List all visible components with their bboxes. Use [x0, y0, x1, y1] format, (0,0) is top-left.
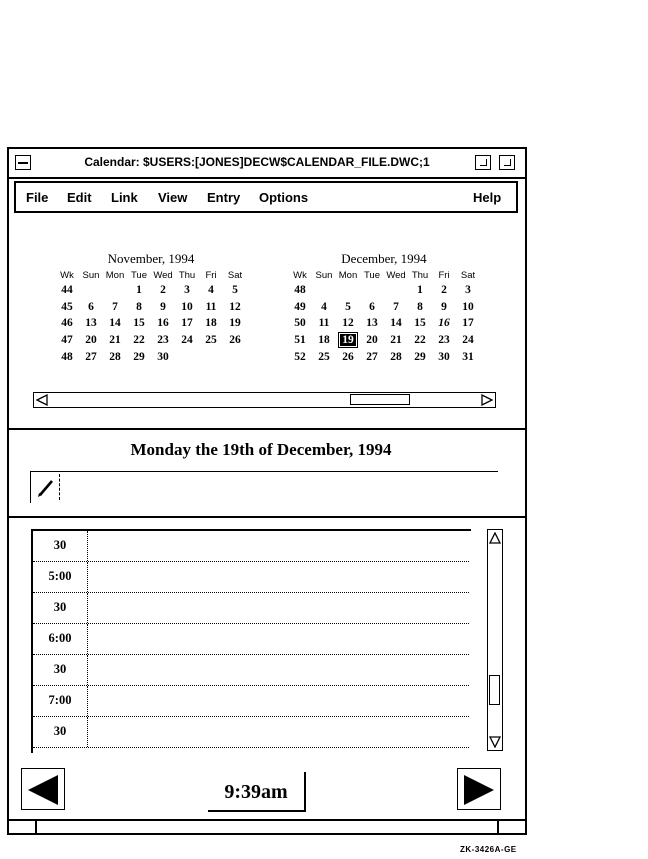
weekday-header: Tue [363, 269, 381, 281]
menu-entry[interactable]: Entry [207, 190, 241, 205]
slot-time: 30 [53, 600, 67, 614]
weekday-header: Mon [105, 269, 125, 281]
calendar-day[interactable]: 13 [85, 317, 97, 330]
day-schedule[interactable] [31, 529, 471, 753]
minimize-button[interactable] [475, 155, 491, 170]
selected-day-label: 19 [342, 334, 354, 347]
scroll-right-arrow-icon[interactable] [481, 394, 493, 406]
calendar-day[interactable]: 18 [205, 317, 217, 330]
time-slot[interactable] [33, 624, 469, 655]
calendar-day[interactable]: 8 [136, 300, 142, 313]
menu-view[interactable]: View [158, 190, 188, 205]
empty-cell [312, 282, 336, 299]
week-number: 46 [61, 317, 73, 330]
calendar-day[interactable]: 31 [462, 350, 474, 363]
calendar-day[interactable]: 16 [438, 317, 450, 330]
calendar-day[interactable]: 16 [157, 317, 169, 330]
window-menu-button[interactable] [15, 155, 31, 170]
slot-time: 30 [53, 662, 67, 676]
menu-bar [14, 181, 518, 213]
scroll-down-arrow-icon[interactable] [489, 736, 501, 748]
week-row [288, 348, 480, 365]
menu-help[interactable]: Help [473, 190, 502, 205]
window-bottom-border[interactable] [9, 819, 525, 833]
calendar-day[interactable]: 22 [414, 334, 426, 347]
empty-cell [199, 348, 223, 365]
next-day-button[interactable] [457, 768, 501, 810]
week-number: 49 [294, 300, 306, 313]
calendar-day[interactable]: 29 [414, 350, 426, 363]
slot-time: 30 [53, 538, 67, 552]
scroll-up-arrow-icon[interactable] [489, 532, 501, 544]
calendar-day[interactable]: 27 [366, 350, 378, 363]
empty-cell [223, 348, 247, 365]
calendar-day[interactable]: 25 [205, 334, 217, 347]
empty-cell [384, 282, 408, 299]
calendar-day[interactable]: 17 [181, 317, 193, 330]
month-november [55, 251, 255, 365]
calendar-day[interactable]: 6 [88, 300, 94, 313]
menu-edit[interactable]: Edit [67, 190, 92, 205]
time-slot[interactable] [33, 593, 469, 624]
time-slot[interactable] [33, 562, 469, 593]
calendar-day[interactable]: 22 [133, 334, 145, 347]
calendar-day[interactable]: 20 [366, 334, 378, 347]
calendar-day[interactable]: 7 [112, 300, 118, 313]
calendar-day[interactable]: 27 [85, 350, 97, 363]
slot-time: 6:00 [48, 631, 72, 645]
calendar-day-selected[interactable] [336, 332, 360, 349]
calendar-day[interactable]: 12 [229, 300, 241, 313]
entry-bar [30, 471, 498, 503]
month-title: December, 1994 [341, 251, 427, 266]
calendar-day[interactable]: 13 [366, 317, 378, 330]
calendar-day[interactable]: 1 [417, 284, 423, 297]
mini-calendar-november [55, 268, 247, 365]
week-number: 52 [294, 350, 306, 363]
calendar-day[interactable]: 26 [229, 334, 241, 347]
calendar-day[interactable]: 15 [414, 317, 426, 330]
divider [9, 516, 525, 518]
calendar-window [7, 147, 527, 835]
menu-file[interactable]: File [26, 190, 49, 205]
week-number: 47 [61, 334, 73, 347]
calendar-day[interactable]: 28 [390, 350, 402, 363]
calendar-day[interactable]: 11 [318, 317, 330, 330]
entry-separator [59, 474, 60, 500]
calendar-day[interactable]: 25 [318, 350, 330, 363]
time-slot[interactable] [33, 531, 469, 562]
schedule-scrollbar[interactable] [487, 529, 503, 751]
schedule-scrollbar-thumb[interactable] [489, 675, 500, 705]
menu-options[interactable]: Options [259, 190, 309, 205]
left-arrow-icon [26, 773, 60, 807]
week-number: 48 [61, 350, 73, 363]
weekday-header: Sat [227, 269, 243, 281]
calendar-day[interactable]: 30 [157, 350, 169, 363]
pencil-icon[interactable] [35, 477, 57, 499]
time-slot[interactable] [33, 686, 469, 717]
calendar-day[interactable]: 17 [462, 317, 474, 330]
divider [9, 428, 525, 430]
week-number: 50 [294, 317, 306, 330]
calendar-day[interactable]: 24 [181, 334, 193, 347]
right-arrow-icon [462, 773, 496, 807]
calendar-day[interactable]: 23 [438, 334, 450, 347]
month-scrollbar[interactable] [33, 392, 496, 408]
weekday-header-row [288, 268, 480, 282]
weekday-header: Thu [411, 269, 429, 281]
calendar-day[interactable]: 9 [160, 300, 166, 313]
week-row [55, 299, 247, 316]
calendar-day[interactable]: 5 [345, 300, 351, 313]
weekday-header: Sun [315, 269, 333, 281]
calendar-day[interactable]: 12 [342, 317, 354, 330]
week-number: 48 [294, 284, 306, 297]
calendar-day[interactable]: 8 [417, 300, 423, 313]
empty-cell [360, 282, 384, 299]
calendar-day[interactable]: 21 [109, 334, 121, 347]
weekday-header: Wed [153, 269, 173, 281]
calendar-day[interactable]: 29 [133, 350, 145, 363]
calendar-day[interactable]: 18 [318, 334, 330, 347]
weekday-header: Fri [205, 269, 217, 281]
entry-input[interactable] [65, 476, 494, 500]
calendar-day[interactable]: 2 [441, 284, 447, 297]
week-number: 45 [61, 300, 73, 313]
maximize-button[interactable] [499, 155, 515, 170]
calendar-day[interactable]: 20 [85, 334, 97, 347]
calendar-day[interactable]: 6 [369, 300, 375, 313]
calendar-day[interactable]: 28 [109, 350, 121, 363]
calendar-day[interactable]: 24 [462, 334, 474, 347]
calendar-day[interactable]: 7 [393, 300, 399, 313]
empty-cell [79, 282, 103, 299]
calendar-day[interactable]: 5 [232, 284, 238, 297]
weekday-header: Wk [293, 269, 307, 281]
slot-time: 30 [53, 724, 67, 738]
weekday-header: Wed [386, 269, 406, 281]
week-row [288, 282, 480, 299]
title-bar[interactable] [9, 149, 525, 179]
calendar-day[interactable]: 26 [342, 350, 354, 363]
scroll-left-arrow-icon[interactable] [36, 394, 48, 406]
clock: 9:39am [208, 772, 306, 812]
week-number: 51 [294, 334, 306, 347]
weekday-header: Wk [60, 269, 74, 281]
week-row [55, 348, 247, 365]
weekday-header: Tue [130, 269, 148, 281]
slot-time: 7:00 [48, 693, 72, 707]
week-row [55, 332, 247, 349]
week-row [55, 315, 247, 332]
slot-time: 5:00 [48, 569, 72, 583]
weekday-header: Fri [438, 269, 450, 281]
month-december [288, 251, 488, 365]
weekday-header: Sun [82, 269, 100, 281]
month-title: November, 1994 [107, 251, 195, 266]
calendar-day[interactable]: 1 [136, 284, 142, 297]
empty-cell [175, 348, 199, 365]
month-scrollbar-thumb[interactable] [350, 394, 410, 405]
calendar-day[interactable]: 3 [465, 284, 471, 297]
previous-day-button[interactable] [21, 768, 65, 810]
calendar-day[interactable]: 14 [390, 317, 402, 330]
window-title: Calendar: $USERS:[JONES]DECW$CALENDAR_FILE.DWC;1 [84, 155, 430, 169]
weekday-header: Thu [178, 269, 196, 281]
calendar-day[interactable]: 14 [109, 317, 121, 330]
empty-cell [103, 282, 127, 299]
calendar-day[interactable]: 9 [441, 300, 447, 313]
weekday-header: Sat [460, 269, 476, 281]
calendar-day[interactable]: 15 [133, 317, 145, 330]
empty-cell [336, 282, 360, 299]
time-slot[interactable] [33, 717, 469, 748]
calendar-day[interactable]: 4 [321, 300, 327, 313]
mini-calendar-december [288, 268, 480, 365]
calendar-day[interactable]: 2 [160, 284, 166, 297]
week-number: 44 [61, 284, 73, 297]
figure-id: ZK-3426A-GE [460, 845, 517, 854]
calendar-day[interactable]: 21 [390, 334, 402, 347]
week-row [288, 299, 480, 316]
menu-link[interactable]: Link [111, 190, 138, 205]
calendar-day[interactable]: 19 [229, 317, 241, 330]
calendar-day[interactable]: 10 [181, 300, 193, 313]
calendar-day[interactable]: 23 [157, 334, 169, 347]
calendar-day[interactable]: 3 [184, 284, 190, 297]
calendar-day[interactable]: 10 [462, 300, 474, 313]
weekday-header-row [55, 268, 247, 282]
weekday-header: Mon [338, 269, 358, 281]
calendar-day[interactable]: 4 [208, 284, 214, 297]
calendar-day[interactable]: 30 [438, 350, 450, 363]
week-row [288, 332, 480, 349]
time-slot[interactable] [33, 655, 469, 686]
calendar-day[interactable]: 11 [205, 300, 217, 313]
week-row [288, 315, 480, 332]
day-title: Monday the 19th of December, 1994 [130, 440, 392, 459]
week-row [55, 282, 247, 299]
